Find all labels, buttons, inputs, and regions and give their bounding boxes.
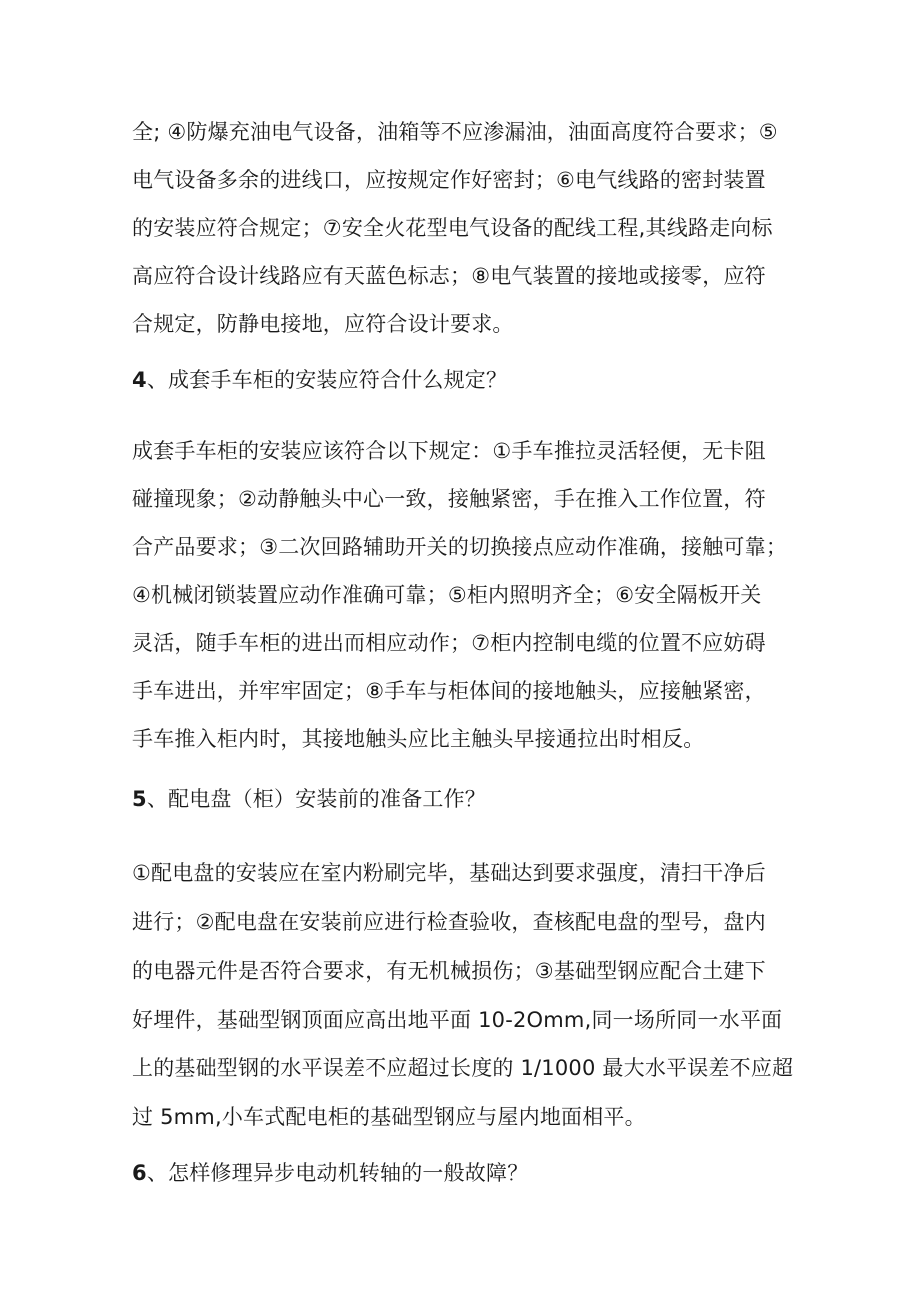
question-number: 4 xyxy=(132,368,147,392)
paragraph-line: ①配电盘的安装应在室内粉刷完毕，基础达到要求强度，清扫干净后 xyxy=(132,861,766,885)
paragraph-line: 上的基础型钢的水平误差不应超过长度的 1/1000 最大水平误差不应超 xyxy=(132,1056,794,1080)
paragraph-line: 手车进出，并牢牢固定；⑧手车与柜体间的接地触头，应接触紧密， xyxy=(132,679,766,703)
question-text: 、成套手车柜的安装应符合什么规定？ xyxy=(146,368,508,392)
paragraph-line: 灵活，随手车柜的进出而相应动作；⑦柜内控制电缆的位置不应妨碍 xyxy=(132,631,766,655)
paragraph-line: 合规定，防静电接地，应符合设计要求。 xyxy=(132,312,514,336)
paragraph-line: 电气设备多余的进线口，应按规定作好密封；⑥电气线路的密封装置 xyxy=(132,168,766,192)
paragraph-line: 碰撞现象；②动静触头中心一致，接触紧密，手在推入工作位置，符 xyxy=(132,487,766,511)
question-heading-6 xyxy=(132,1159,812,1187)
question-number: 5 xyxy=(132,787,147,811)
question-text: 、配电盘（柜）安装前的准备工作？ xyxy=(146,787,487,811)
paragraph-line: 好埋件，基础型钢顶面应高出地平面 10-2Omm,同一场所同一水平面 xyxy=(132,1008,783,1032)
question-heading-5 xyxy=(132,785,812,813)
question-heading-4 xyxy=(132,366,812,394)
paragraph-line: 高应符合设计线路应有天蓝色标志；⑧电气装置的接地或接零，应符 xyxy=(132,264,766,288)
paragraph-line: 的电器元件是否符合要求，有无机械损伤；③基础型钢应配合土建下 xyxy=(132,959,766,983)
question-number: 6 xyxy=(132,1161,147,1185)
paragraph-line: 合产品要求；③二次回路辅助开关的切换接点应动作准确，接触可靠； xyxy=(132,535,788,559)
paragraph-line: 成套手车柜的安装应该符合以下规定：①手车推拉灵活轻便，无卡阻 xyxy=(132,439,766,463)
paragraph-line: 手车推入柜内时，其接地触头应比主触头早接通拉出时相反。 xyxy=(132,727,705,751)
paragraph-line: 过 5mm,小车式配电柜的基础型钢应与屋内地面相平。 xyxy=(132,1105,646,1129)
paragraph-line: 进行；②配电盘在安装前应进行检查验收，查核配电盘的型号，盘内 xyxy=(132,910,766,934)
question-text: 、怎样修理异步电动机转轴的一般故障？ xyxy=(146,1161,529,1185)
paragraph-line: 全; ④防爆充油电气设备，油箱等不应渗漏油，油面高度符合要求；⑤ xyxy=(132,120,778,144)
paragraph-line: ④机械闭锁装置应动作准确可靠；⑤柜内照明齐全；⑥安全隔板开关 xyxy=(132,583,762,607)
paragraph-line: 的安装应符合规定；⑦安全火花型电气设备的配线工程,其线路走向标 xyxy=(132,216,773,240)
